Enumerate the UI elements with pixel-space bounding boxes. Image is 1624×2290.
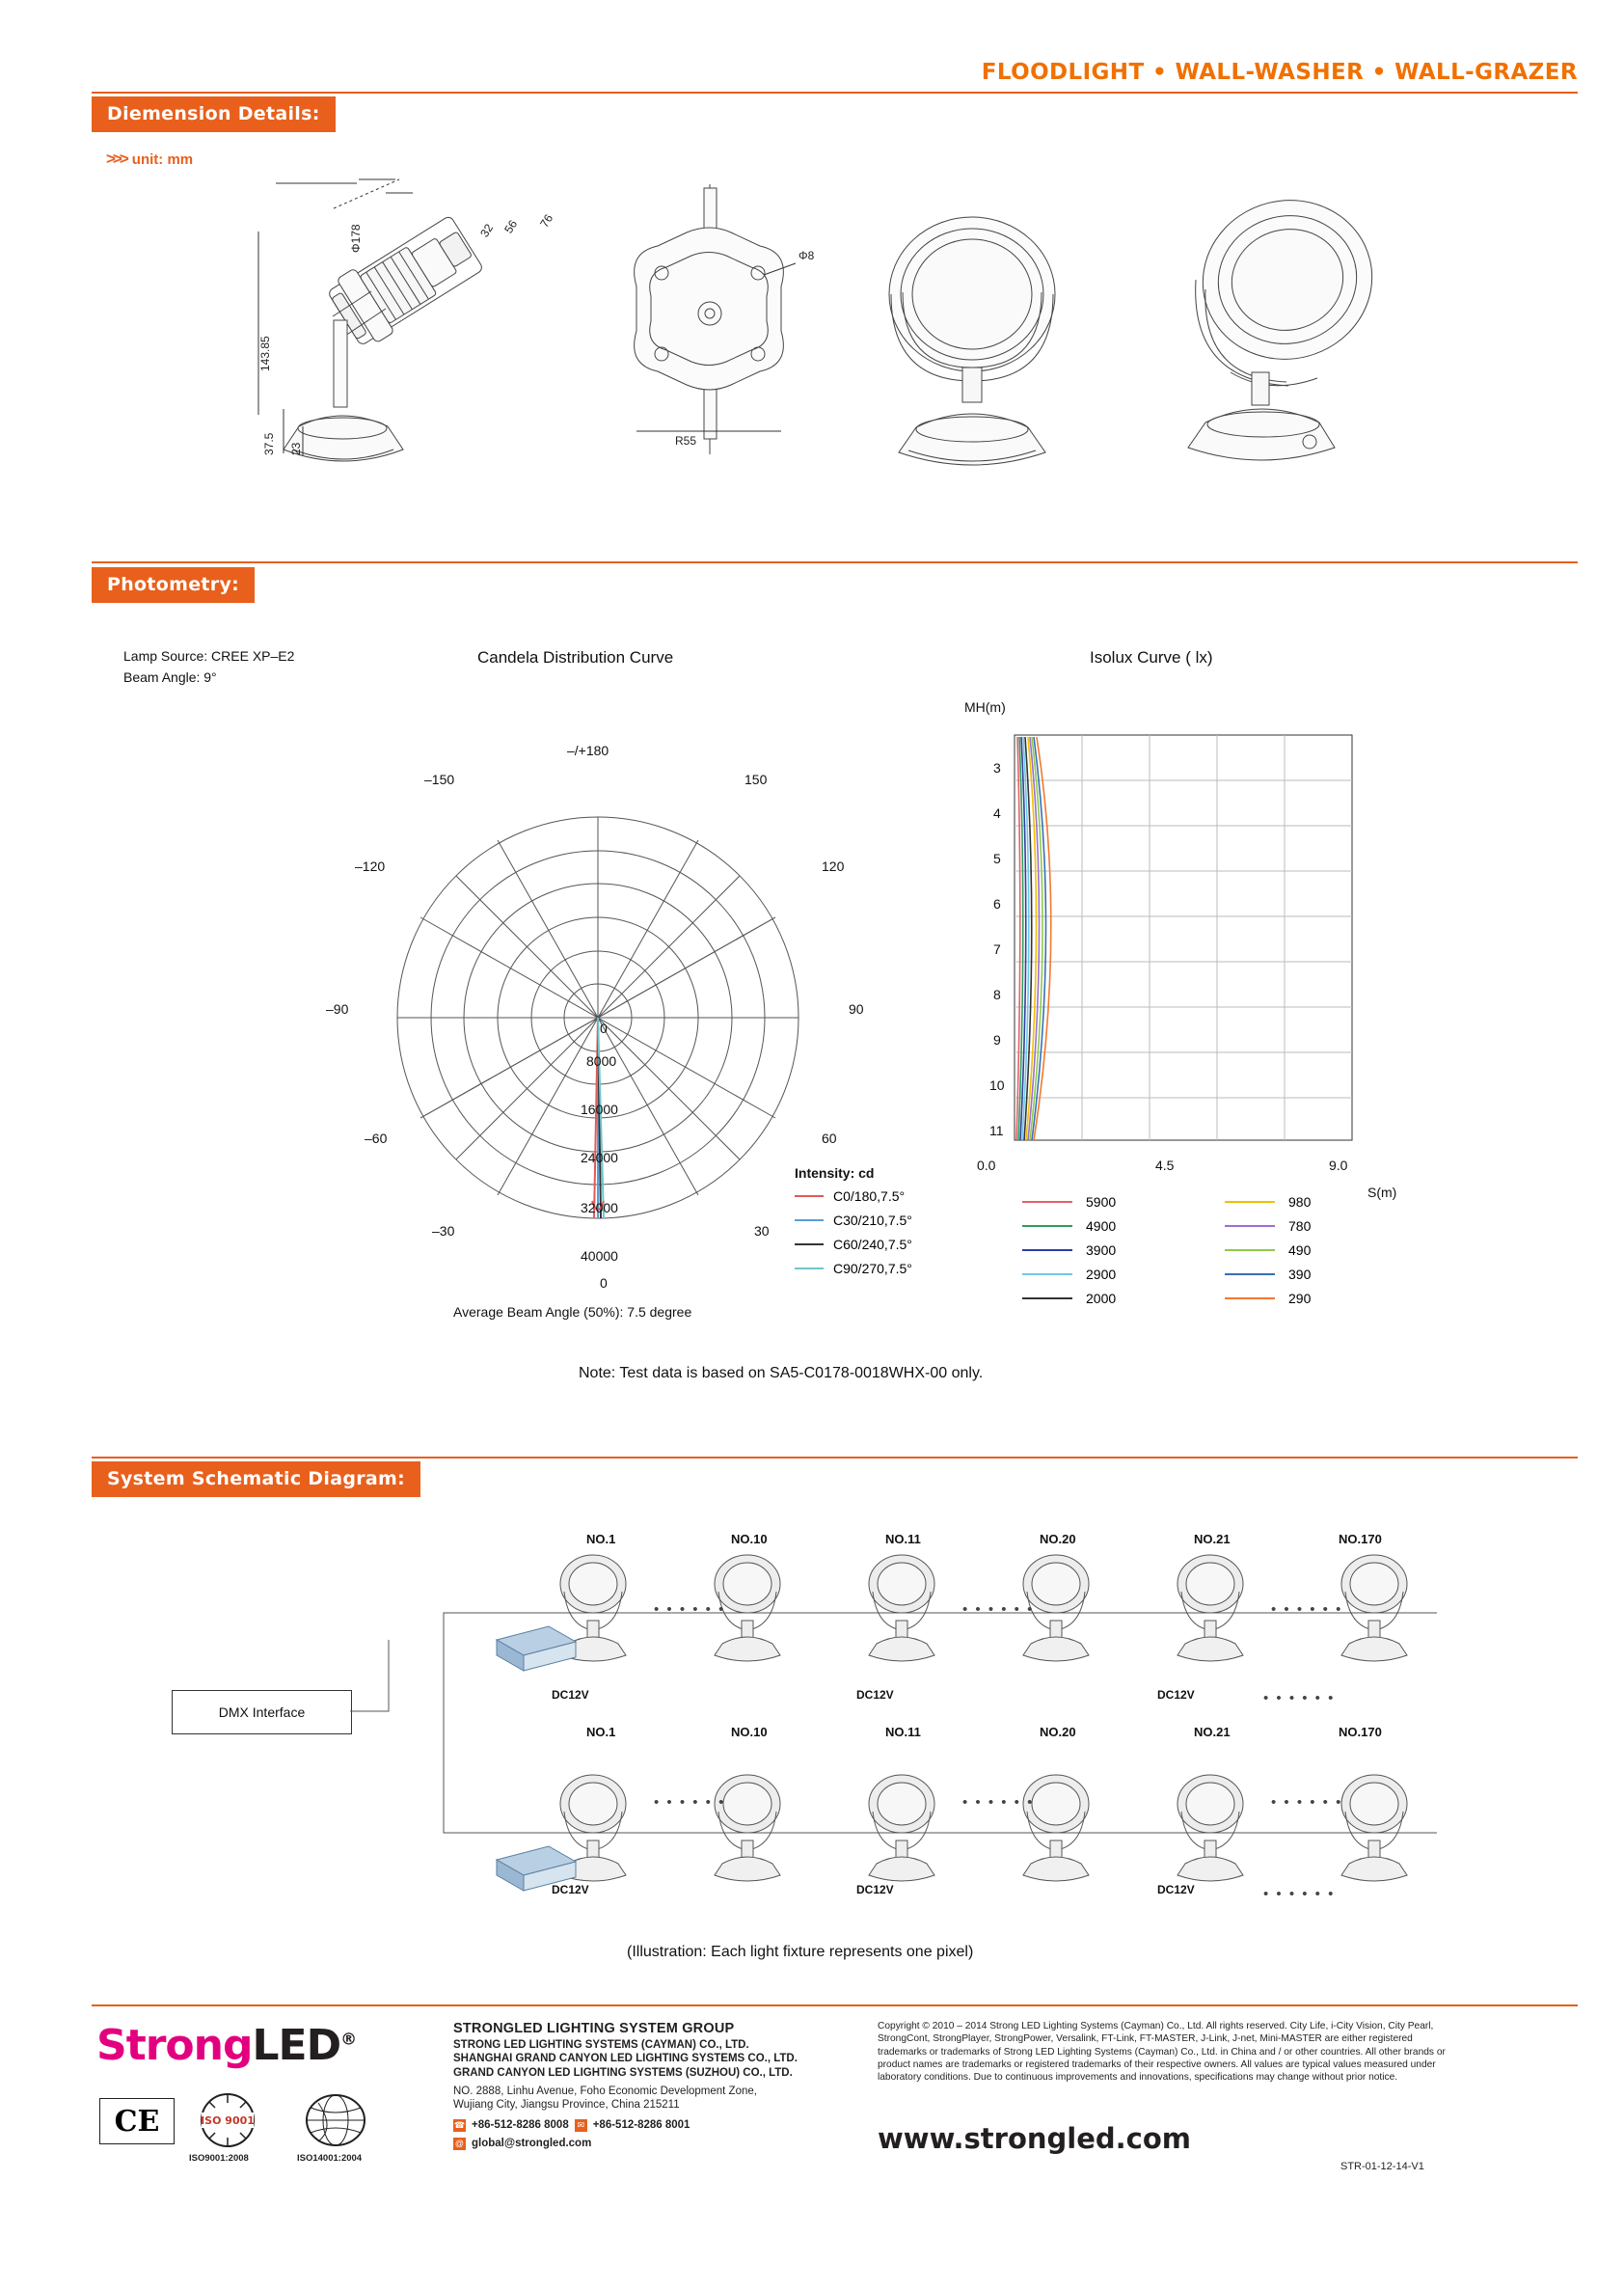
legend-item (1225, 1291, 1311, 1306)
isolux-chart (986, 725, 1381, 1159)
legend-label: 3900 (1086, 1242, 1117, 1258)
node-label: NO.10 (731, 1725, 768, 1739)
polar-ring-16000: 16000 (581, 1102, 618, 1117)
node-label: NO.11 (885, 1725, 921, 1739)
copyright-text: Copyright © 2010 – 2014 Strong LED Lighting Systems (Cayman) Co., Ltd. All rights reserved. City Life, i-City Vision, City Pearl, StrongCont, StrongPlayer, StrongPower, Versalink, FT-Link, FT-MASTER, J-Link, J-net, Mini-MASTER are either registered trademarks or trademarks of Strong LED Lighting Systems (Cayman) Co., Ltd. in China and / or other countries. All other brands or product names are trademarks or registered trademarks of their respective owners. All values are typical values measured under laboratory conditions. Due to continuous improvements and innovations, specifications may change without prior notice. (878, 2021, 1446, 2083)
legend-item (1225, 1194, 1311, 1210)
isolux-ytick-5: 5 (993, 851, 1001, 866)
legend-item (1022, 1194, 1116, 1210)
legend-item (1225, 1218, 1311, 1234)
ce-mark-label: CE (114, 2104, 160, 2139)
chevrons-icon: >>> (106, 150, 126, 168)
polar-label-60: 60 (822, 1131, 837, 1146)
isolux-ytick-4: 4 (993, 805, 1001, 821)
dimension-label-r55: R55 (675, 434, 697, 448)
legend-color-swatch (1022, 1273, 1072, 1275)
dc-voltage-label: DC12V (1157, 1688, 1195, 1702)
dimension-drawing-front (849, 178, 1099, 468)
company-line-1: STRONG LED LIGHTING SYSTEMS (CAYMAN) CO., LTD. (453, 2038, 749, 2051)
node-label: NO.20 (1040, 1532, 1076, 1546)
isolux-ytick-6: 6 (993, 896, 1001, 912)
dimension-label-76: 76 (537, 211, 556, 231)
legend-item (1022, 1218, 1116, 1234)
dc-voltage-label: DC12V (552, 1688, 589, 1702)
isolux-xtick-45: 4.5 (1155, 1158, 1175, 1173)
legend-label: C90/270,7.5° (833, 1261, 912, 1276)
isolux-x-axis-label: S(m) (1367, 1185, 1397, 1200)
brand-strong: Strong (96, 2021, 253, 2070)
candela-chart-title: Candela Distribution Curve (477, 648, 674, 667)
polar-ring-24000: 24000 (581, 1150, 618, 1165)
node-label: NO.21 (1194, 1725, 1231, 1739)
company-phone: +86-512-8286 8008 (472, 2119, 569, 2132)
legend-color-swatch (1022, 1297, 1072, 1299)
legend-label: 5900 (1086, 1194, 1117, 1210)
dmx-interface-label: DMX Interface (218, 1704, 306, 1720)
schematic-divider (92, 1457, 1578, 1459)
section-system-schematic: System Schematic Diagram: (92, 1461, 420, 1497)
node-label: NO.21 (1194, 1532, 1231, 1546)
company-info (453, 2020, 878, 2151)
polar-label-150: 150 (744, 772, 768, 787)
fax-icon: ✉ (575, 2119, 587, 2132)
header-divider (92, 92, 1578, 94)
lamp-source-label: Lamp Source: CREE XP–E2 (123, 648, 295, 664)
polar-ring-0: 0 (600, 1021, 608, 1036)
legend-item (795, 1261, 912, 1276)
node-label: NO.170 (1339, 1725, 1382, 1739)
dots-separator: • • • • • • (962, 1601, 1035, 1618)
isolux-y-axis-label: MH(m) (964, 699, 1006, 715)
polar-ring-8000: 8000 (586, 1053, 617, 1069)
iso14001-globe-icon (297, 2091, 374, 2151)
dots-separator: • • • • • • (654, 1601, 726, 1618)
dmx-connector-line (350, 1630, 420, 1736)
legend-item (1022, 1291, 1116, 1306)
dimension-label-14385: 143.85 (258, 336, 272, 371)
isolux-ytick-9: 9 (993, 1032, 1001, 1048)
company-email[interactable]: global@strongled.com (472, 2137, 592, 2149)
polar-ring-40000: 40000 (581, 1248, 618, 1264)
legend-label: C0/180,7.5° (833, 1188, 906, 1204)
legend-item (1225, 1267, 1311, 1282)
schematic-caption: (Illustration: Each light fixture represents one pixel) (627, 1944, 974, 1960)
legend-color-swatch (1225, 1201, 1275, 1203)
website-link[interactable]: www.strongled.com (878, 2122, 1192, 2155)
iso9001-icon (189, 2091, 266, 2151)
legend-color-swatch (795, 1268, 824, 1269)
dots-separator: • • • • • • (1263, 1690, 1336, 1706)
legend-label: 780 (1288, 1218, 1312, 1234)
average-beam-angle: Average Beam Angle (50%): 7.5 degree (453, 1304, 692, 1320)
legend-label: 2900 (1086, 1267, 1117, 1282)
legend-item (795, 1213, 912, 1228)
company-contact-row (453, 2118, 878, 2133)
legend-item (1022, 1267, 1116, 1282)
dimension-label-23: 23 (289, 442, 303, 455)
svg-text:ISO 9001: ISO 9001 (201, 2114, 255, 2127)
dc-voltage-label: DC12V (552, 1883, 589, 1896)
iso9001-caption: ISO9001:2008 (189, 2153, 249, 2164)
company-heading: STRONGLED LIGHTING SYSTEM GROUP (453, 2021, 735, 2036)
isolux-legend-col1 (1022, 1194, 1116, 1315)
isolux-legend-col2 (1225, 1194, 1311, 1315)
phone-icon: ☎ (453, 2120, 466, 2130)
section-dimension-details: Diemension Details: (92, 96, 336, 132)
node-label: NO.10 (731, 1532, 768, 1546)
dimension-label-56: 56 (501, 217, 521, 236)
legend-color-swatch (1225, 1297, 1275, 1299)
node-label: NO.170 (1339, 1532, 1382, 1546)
polar-label-90: 90 (849, 1001, 864, 1017)
isolux-ytick-8: 8 (993, 987, 1001, 1002)
legend-label: 490 (1288, 1242, 1312, 1258)
polar-label-neg60: –60 (365, 1131, 388, 1146)
dimension-drawing-perspective (1138, 174, 1408, 473)
legend-label: 980 (1288, 1194, 1312, 1210)
intensity-legend (795, 1165, 912, 1285)
polar-ring-0-bottom: 0 (600, 1275, 608, 1291)
isolux-xtick-90: 9.0 (1329, 1158, 1348, 1173)
intensity-legend-title: Intensity: cd (795, 1165, 875, 1181)
legend-label: 4900 (1086, 1218, 1117, 1234)
dots-separator: • • • • • • (1271, 1601, 1343, 1618)
node-label: NO.11 (885, 1532, 921, 1546)
polar-label-neg90: –90 (326, 1001, 349, 1017)
company-line-2: SHANGHAI GRAND CANYON LED LIGHTING SYSTEMS CO., LTD. (453, 2053, 798, 2065)
isolux-ytick-3: 3 (993, 760, 1001, 776)
polar-label-120: 120 (822, 859, 845, 874)
dimension-label-375: 37.5 (262, 432, 276, 455)
legend-color-swatch (1225, 1225, 1275, 1227)
photometry-note: Note: Test data is based on SA5-C0178-0018WHX-00 only. (579, 1365, 984, 1381)
legend-label: 390 (1288, 1267, 1312, 1282)
legend-item (795, 1188, 912, 1204)
legend-item (1022, 1242, 1116, 1258)
dc-voltage-label: DC12V (1157, 1883, 1195, 1896)
dc-voltage-label: DC12V (856, 1883, 894, 1896)
document-code: STR-01-12-14-V1 (1340, 2161, 1424, 2172)
polar-label-neg150: –150 (424, 772, 455, 787)
node-label: NO.1 (586, 1532, 616, 1546)
dots-separator: • • • • • • (1263, 1886, 1336, 1902)
legend-color-swatch (1022, 1249, 1072, 1251)
legend-color-swatch (1225, 1273, 1275, 1275)
legend-color-swatch (795, 1219, 824, 1221)
company-email-row[interactable] (453, 2137, 878, 2151)
brand-logo (96, 2021, 356, 2070)
photometry-divider (92, 561, 1578, 563)
legend-label: C60/240,7.5° (833, 1237, 912, 1252)
polar-ring-32000: 32000 (581, 1200, 618, 1215)
dimension-label-diameter178: Φ178 (349, 224, 363, 253)
legend-color-swatch (795, 1195, 824, 1197)
legend-label: C30/210,7.5° (833, 1213, 912, 1228)
polar-label-30: 30 (754, 1223, 770, 1239)
page-title: FLOODLIGHT • WALL-WASHER • WALL-GRAZER (981, 60, 1578, 85)
isolux-ytick-7: 7 (993, 941, 1001, 957)
legend-color-swatch (1022, 1225, 1072, 1227)
dmx-interface-box[interactable] (172, 1690, 352, 1734)
legend-color-swatch (1225, 1249, 1275, 1251)
node-label: NO.1 (586, 1725, 616, 1739)
company-line-3: GRAND CANYON LED LIGHTING SYSTEMS (SUZHOU) CO., LTD. (453, 2066, 793, 2079)
dimension-label-32: 32 (477, 221, 497, 240)
beam-angle-label: Beam Angle: 9° (123, 669, 217, 685)
company-address-1: NO. 2888, Linhu Avenue, Foho Economic Development Zone, (453, 2085, 757, 2097)
legend-color-swatch (795, 1243, 824, 1245)
dimension-drawing-top (598, 178, 820, 468)
legend-item (1225, 1242, 1311, 1258)
isolux-chart-title: Isolux Curve ( lx) (1090, 648, 1213, 667)
legend-label: 290 (1288, 1291, 1312, 1306)
dots-separator: • • • • • • (654, 1794, 726, 1811)
dimension-label-diameter8: Φ8 (798, 249, 815, 262)
section-photometry: Photometry: (92, 567, 255, 603)
company-fax: +86-512-8286 8001 (592, 2119, 690, 2132)
unit-note: >>> unit: mm (106, 150, 194, 168)
dc-voltage-label: DC12V (856, 1688, 894, 1702)
isolux-ytick-11: 11 (989, 1123, 1004, 1138)
company-address-2: Wujiang City, Jiangsu Province, China 215211 (453, 2099, 680, 2112)
dots-separator: • • • • • • (962, 1794, 1035, 1811)
node-label: NO.20 (1040, 1725, 1076, 1739)
isolux-xtick-0: 0.0 (977, 1158, 996, 1173)
ce-mark-icon (99, 2098, 175, 2144)
isolux-ytick-10: 10 (989, 1077, 1005, 1093)
polar-label-neg30: –30 (432, 1223, 455, 1239)
polar-label-neg120: –120 (355, 859, 386, 874)
brand-registered-mark: ® (340, 2030, 357, 2050)
legend-color-swatch (1022, 1201, 1072, 1203)
legend-label: 2000 (1086, 1291, 1117, 1306)
dots-separator: • • • • • • (1271, 1794, 1343, 1811)
email-icon: @ (454, 2138, 465, 2148)
footer-divider (92, 2004, 1578, 2006)
polar-label-180: –/+180 (567, 743, 609, 758)
legend-item (795, 1237, 912, 1252)
iso14001-caption: ISO14001:2004 (297, 2153, 363, 2164)
brand-led: LED (252, 2021, 341, 2070)
